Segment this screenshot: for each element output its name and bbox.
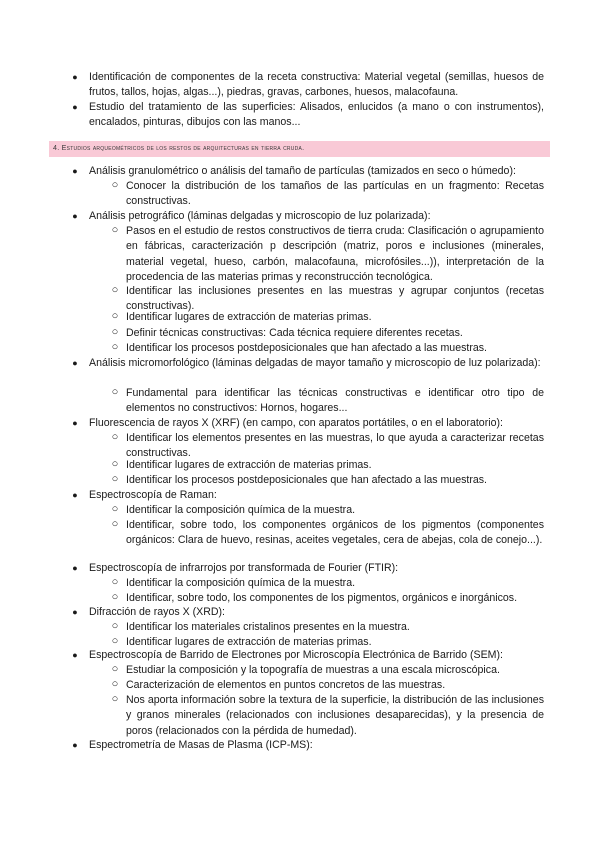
method-item <box>72 416 544 431</box>
list-item-text: Identificación de componentes de la receta constructiva: Material vegetal (semillas, huesos de frutos, tallos, hojas, algas...), piedras, gravas, carbones, huesos, malacofauna. <box>89 71 544 99</box>
bullet-icon: ● <box>72 650 78 660</box>
bullet-icon: ● <box>72 72 78 82</box>
method-label: Difracción de rayos X (XRD): <box>89 606 225 618</box>
method-subitem <box>111 576 544 591</box>
subitem-text: Identificar lugares de extracción de materias primas. <box>126 459 372 471</box>
subitem-text: Identificar las inclusiones presentes en las muestras y agrupar conjuntos (recetas constructivas). <box>126 285 544 313</box>
method-subitem <box>111 473 544 488</box>
method-subitem <box>111 224 544 285</box>
method-item <box>72 605 544 620</box>
hollow-bullet-icon: ○ <box>111 591 119 603</box>
hollow-bullet-icon: ○ <box>111 576 119 588</box>
method-subitem <box>111 591 544 606</box>
method-subitem <box>111 620 544 635</box>
method-subitem <box>111 310 544 325</box>
method-label: Espectroscopía de infrarrojos por transformada de Fourier (FTIR): <box>89 562 399 574</box>
hollow-bullet-icon: ○ <box>111 473 119 485</box>
method-label: Análisis petrográfico (láminas delgadas y microscopio de luz polarizada): <box>89 210 431 222</box>
top-list-item <box>72 100 544 131</box>
top-list-item <box>72 70 544 101</box>
method-label: Análisis micromorfológico (láminas delgadas de mayor tamaño y microscopio de luz polarizada): <box>89 357 541 369</box>
subitem-text: Identificar lugares de extracción de materias primas. <box>126 636 372 648</box>
method-subitem <box>111 503 544 518</box>
method-subitem <box>111 179 544 210</box>
subitem-text: Identificar los procesos postdeposicionales que han afectado a las muestras. <box>126 474 487 486</box>
subitem-text: Identificar los elementos presentes en las muestras, lo que ayuda a caracterizar recetas constructivas. <box>126 432 544 460</box>
subitem-text: Fundamental para identificar las técnicas constructivas e identificar otro tipo de elementos no constructivos: Hornos, hogares... <box>126 387 544 415</box>
bullet-icon: ● <box>72 418 78 428</box>
method-item <box>72 738 544 753</box>
hollow-bullet-icon: ○ <box>111 326 119 338</box>
bullet-icon: ● <box>72 358 78 368</box>
subitem-text: Identificar los procesos postdeposicionales que han afectado a las muestras. <box>126 342 487 354</box>
method-item <box>72 209 544 224</box>
hollow-bullet-icon: ○ <box>111 620 119 632</box>
subitem-text: Identificar la composición química de la muestra. <box>126 577 356 589</box>
hollow-bullet-icon: ○ <box>111 179 119 191</box>
method-item <box>72 164 544 179</box>
subitem-text: Nos aporta información sobre la textura de la superficie, la distribución de las inclusiones y granos minerales (relacionados con inclusiones desaparecidas), y la presencia de poros (relacionados con la pérdida de humedad). <box>126 694 544 737</box>
hollow-bullet-icon: ○ <box>111 310 119 322</box>
subitem-text: Conocer la distribución de los tamaños de las partículas en un fragmento: Recetas constructivas. <box>126 180 544 208</box>
method-label: Análisis granulométrico o análisis del tamaño de partículas (tamizados en seco o húmedo): <box>89 165 516 177</box>
hollow-bullet-icon: ○ <box>111 284 119 296</box>
method-subitem <box>111 386 544 417</box>
method-label: Espectroscopía de Barrido de Electrones por Microscopía Electrónica de Barrido (SEM): <box>89 649 503 661</box>
subitem-text: Identificar lugares de extracción de materias primas. <box>126 311 372 323</box>
bullet-icon: ● <box>72 166 78 176</box>
subitem-text: Identificar los materiales cristalinos presentes en la muestra. <box>126 621 410 633</box>
method-item <box>72 561 544 576</box>
hollow-bullet-icon: ○ <box>111 224 119 236</box>
method-subitem <box>111 326 544 341</box>
hollow-bullet-icon: ○ <box>111 341 119 353</box>
subitem-text: Pasos en el estudio de restos constructivos de tierra cruda: Clasificación o agrupamiento en fábricas, caracterización p descripción (matriz, poros e inclusiones (minerales, material vegetal, hueso, carbón, malacofauna, microfósiles...)), interpretación de la procedencia de las materias primas y reconstrucción tecnológica. <box>126 225 544 283</box>
method-subitem <box>111 518 544 549</box>
method-subitem <box>111 663 544 678</box>
hollow-bullet-icon: ○ <box>111 635 119 647</box>
method-subitem <box>111 693 544 739</box>
bullet-icon: ● <box>72 490 78 500</box>
method-label: Espectroscopía de Raman: <box>89 489 217 501</box>
method-item <box>72 356 544 371</box>
bullet-icon: ● <box>72 211 78 221</box>
hollow-bullet-icon: ○ <box>111 518 119 530</box>
subitem-text: Identificar, sobre todo, los componentes de los pigmentos, orgánicos e inorgánicos. <box>126 592 518 604</box>
subitem-text: Definir técnicas constructivas: Cada técnica requiere diferentes recetas. <box>126 327 463 339</box>
hollow-bullet-icon: ○ <box>111 663 119 675</box>
hollow-bullet-icon: ○ <box>111 431 119 443</box>
method-subitem <box>111 431 544 462</box>
bullet-icon: ● <box>72 102 78 112</box>
bullet-icon: ● <box>72 607 78 617</box>
list-item-text: Estudio del tratamiento de las superficies: Alisados, enlucidos (a mano o con instrumentos), encalados, pinturas, dibujos con las manos... <box>89 101 544 129</box>
bullet-icon: ● <box>72 563 78 573</box>
subitem-text: Estudiar la composición y la topografía de muestras a una escala microscópica. <box>126 664 500 676</box>
bullet-icon: ● <box>72 740 78 750</box>
section-heading-text: 4. Estudios arqueométricos de los restos de arquitecturas en tierra cruda. <box>53 144 305 152</box>
subitem-text: Identificar, sobre todo, los componentes orgánicos de los pigmentos (componentes orgánicos: Clara de huevo, resinas, aceites vegetales, cera de abejas, cola de conejo...). <box>126 519 544 547</box>
method-label: Espectrometría de Masas de Plasma (ICP-MS): <box>89 739 313 751</box>
method-item <box>72 648 544 663</box>
subitem-text: Identificar la composición química de la muestra. <box>126 504 356 516</box>
hollow-bullet-icon: ○ <box>111 693 119 705</box>
method-subitem <box>111 678 544 693</box>
method-item <box>72 488 544 503</box>
method-subitem <box>111 341 544 356</box>
method-subitem <box>111 458 544 473</box>
hollow-bullet-icon: ○ <box>111 503 119 515</box>
hollow-bullet-icon: ○ <box>111 678 119 690</box>
section-heading <box>49 141 550 157</box>
subitem-text: Caracterización de elementos en puntos concretos de las muestras. <box>126 679 446 691</box>
method-label: Fluorescencia de rayos X (XRF) (en campo, con aparatos portátiles, o en el laboratorio): <box>89 417 503 429</box>
hollow-bullet-icon: ○ <box>111 386 119 398</box>
hollow-bullet-icon: ○ <box>111 458 119 470</box>
